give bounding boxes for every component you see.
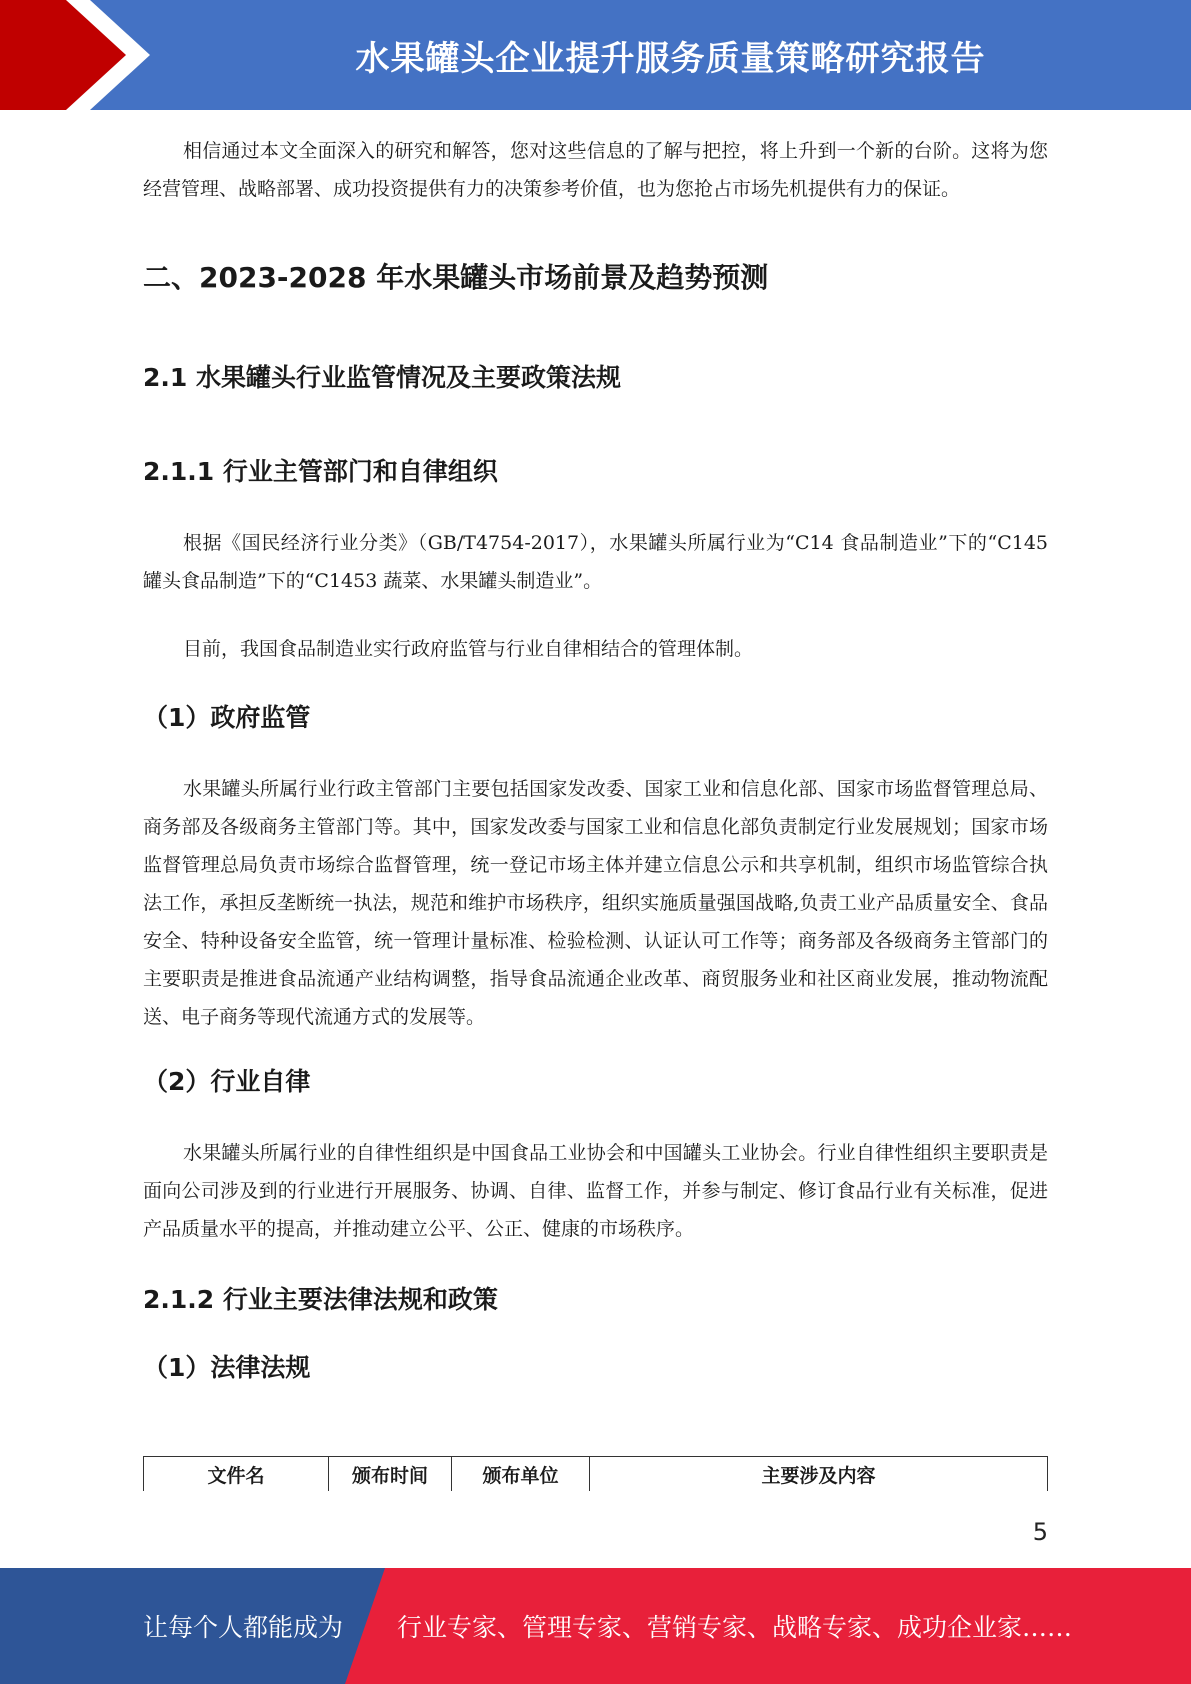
col-issue-date: 颁布时间	[329, 1457, 452, 1492]
document-body	[143, 132, 1048, 1384]
government-supervision-heading: （1）政府监管	[143, 703, 311, 732]
footer-slogan-left: 让每个人都能成为	[143, 1613, 344, 1642]
section-2-1-heading: 2.1 水果罐头行业监管情况及主要政策法规	[143, 363, 621, 392]
laws-table	[143, 1456, 1048, 1491]
page-header	[0, 0, 1191, 110]
col-issuer: 颁布单位	[452, 1457, 590, 1492]
industry-self-discipline-heading: （2）行业自律	[143, 1067, 311, 1096]
table-header-row	[144, 1457, 1048, 1492]
laws-regulations-heading: （1）法律法规	[143, 1353, 311, 1382]
section-2-1-1-heading: 2.1.1 行业主管部门和自律组织	[143, 457, 498, 486]
intro-paragraph: 相信通过本文全面深入的研究和解答，您对这些信息的了解与把控，将上升到一个新的台阶。这将为您经营管理、战略部署、成功投资提供有力的决策参考价值，也为您抢占市场先机提供有力的保证。	[143, 140, 1048, 200]
government-supervision-paragraph: 水果罐头所属行业行政主管部门主要包括国家发改委、国家工业和信息化部、国家市场监督管理总局、商务部及各级商务主管部门等。其中，国家发改委与国家工业和信息化部负责制定行业发展规划；国家市场监督管理总局负责市场综合监督管理，统一登记市场主体并建立信息公示和共享机制，组织市场监管综合执法工作，承担反垄断统一执法，规范和维护市场秩序，组织实施质量强国战略,负责工业产品质量安全、食品安全、特种设备安全监管，统一管理计量标准、检验检测、认证认可工作等；商务部及各级商务主管部门的主要职责是推进食品流通产业结构调整，指导食品流通企业改革、商贸服务业和社区商业发展，推动物流配送、电子商务等现代流通方式的发展等。	[143, 778, 1048, 1028]
management-system-paragraph: 目前，我国食品制造业实行政府监管与行业自律相结合的管理体制。	[183, 638, 754, 660]
footer-slogan-right: 行业专家、管理专家、营销专家、战略专家、成功企业家……	[397, 1613, 1073, 1642]
classification-paragraph: 根据《国民经济行业分类》（GB/T4754-2017），水果罐头所属行业为“C14 食品制造业”下的“C145 罐头食品制造”下的“C1453 蔬菜、水果罐头制造业”。	[143, 532, 1048, 592]
col-file-name: 文件名	[144, 1457, 329, 1492]
page-footer	[0, 1568, 1191, 1684]
section-2-1-2-heading: 2.1.2 行业主要法律法规和政策	[143, 1285, 498, 1314]
section-2-heading: 二、2023-2028 年水果罐头市场前景及趋势预测	[143, 261, 769, 294]
industry-self-discipline-paragraph: 水果罐头所属行业的自律性组织是中国食品工业协会和中国罐头工业协会。行业自律性组织主要职责是面向公司涉及到的行业进行开展服务、协调、自律、监督工作，并参与制定、修订食品行业有关标准，促进产品质量水平的提高，并推动建立公平、公正、健康的市场秩序。	[143, 1142, 1048, 1240]
page-number: 5	[1032, 1518, 1048, 1546]
report-title: 水果罐头企业提升服务质量策略研究报告	[355, 38, 986, 79]
col-main-content: 主要涉及内容	[590, 1457, 1048, 1492]
red-chevron-icon	[0, 0, 160, 110]
